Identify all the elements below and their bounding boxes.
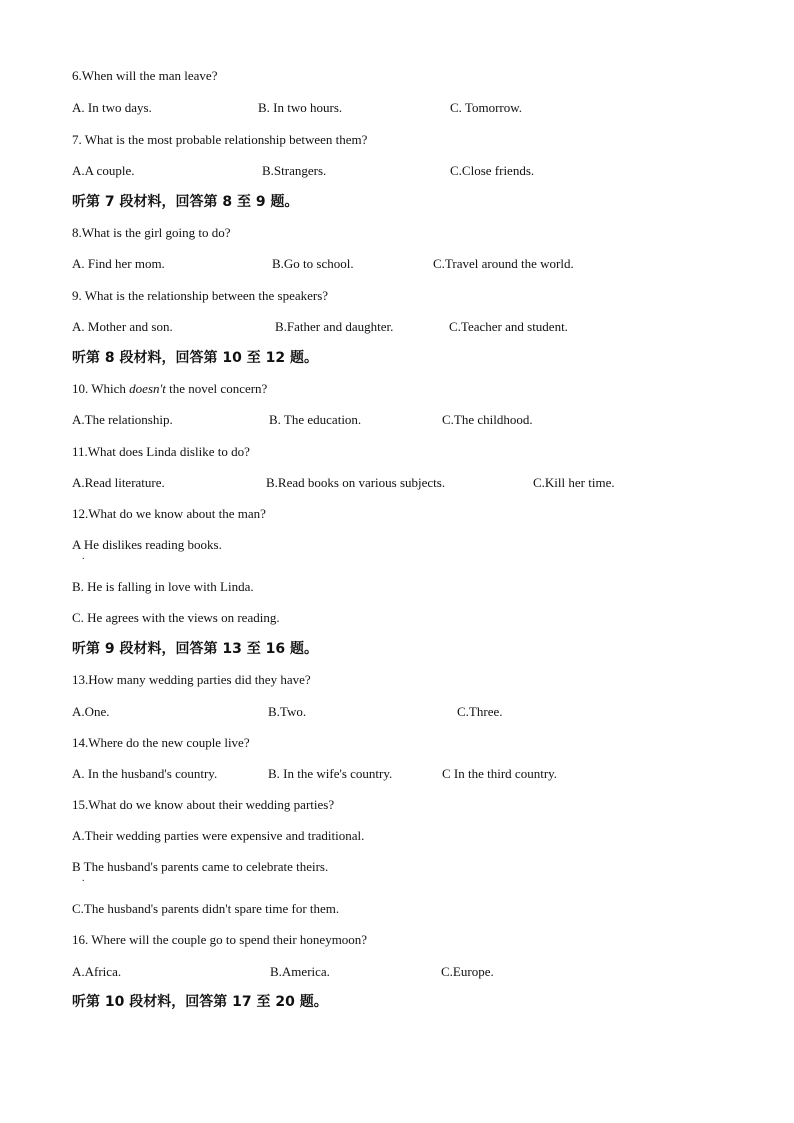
q10-option-a: A.The relationship. [72,412,173,427]
question-14: 14.Where do the new couple live? [72,735,250,750]
q12-option-c: C. He agrees with the views on reading. [72,610,280,625]
q13-option-c: C.Three. [457,704,503,719]
q6-option-b: B. In two hours. [258,100,343,115]
q7-option-a: A.A couple. [72,163,135,178]
q7-option-c: C.Close friends. [450,163,535,178]
stray-dot: . [82,551,85,562]
q11-option-c: C.Kill her time. [533,475,615,490]
question-10 [72,381,267,397]
q10-text-post: the novel concern? [165,381,268,396]
q11-option-b: B.Read books on various subjects. [266,475,446,490]
question-13: 13.How many wedding parties did they have? [72,672,311,687]
q10-option-b: B. The education. [269,412,362,427]
q14-option-c: C In the third country. [442,766,558,781]
question-12: 12.What do we know about the man? [72,506,266,521]
q9-option-a: A. Mother and son. [72,319,173,334]
section-header-8: 听第 8 段材料，回答第 10 至 12 题。 [72,350,318,366]
q15-option-c: C.The husband's parents didn't spare time for them. [72,901,340,916]
q13-option-a: A.One. [72,704,110,719]
q10-option-c: C.The childhood. [442,412,533,427]
q12-option-a: A He dislikes reading books. [72,537,222,552]
question-6: 6.When will the man leave? [72,68,218,83]
q11-option-a: A.Read literature. [72,475,165,490]
question-8: 8.What is the girl going to do? [72,225,231,240]
q10-emphasis: doesn't [129,381,166,396]
question-7: 7. What is the most probable relationship between them? [72,132,368,147]
q16-option-a: A.Africa. [72,964,122,979]
q13-option-b: B.Two. [268,704,307,719]
stray-dot: . [82,873,85,884]
q10-text-pre: 10. Which [72,381,130,396]
q14-option-b: B. In the wife's country. [268,766,393,781]
q14-option-a: A. In the husband's country. [72,766,218,781]
section-header-10: 听第 10 段材料，回答第 17 至 20 题。 [72,994,328,1010]
question-9: 9. What is the relationship between the speakers? [72,288,329,303]
q16-option-c: C.Europe. [441,964,494,979]
q16-option-b: B.America. [270,964,330,979]
q9-option-b: B.Father and daughter. [275,319,394,334]
q7-option-b: B.Strangers. [262,163,327,178]
section-header-7: 听第 7 段材料，回答第 8 至 9 题。 [72,194,299,210]
question-11: 11.What does Linda dislike to do? [72,444,250,459]
q8-option-a: A. Find her mom. [72,256,165,271]
question-15: 15.What do we know about their wedding parties? [72,797,335,812]
q15-option-b: B The husband's parents came to celebrate theirs. [72,859,329,874]
q9-option-c: C.Teacher and student. [449,319,568,334]
question-16: 16. Where will the couple go to spend their honeymoon? [72,932,368,947]
q12-option-b: B. He is falling in love with Linda. [72,579,254,594]
q15-option-a: A.Their wedding parties were expensive and traditional. [72,828,365,843]
q8-option-b: B.Go to school. [272,256,354,271]
q6-option-a: A. In two days. [72,100,152,115]
q8-option-c: C.Travel around the world. [433,256,574,271]
q6-option-c: C. Tomorrow. [450,100,523,115]
section-header-9: 听第 9 段材料，回答第 13 至 16 题。 [72,641,318,657]
